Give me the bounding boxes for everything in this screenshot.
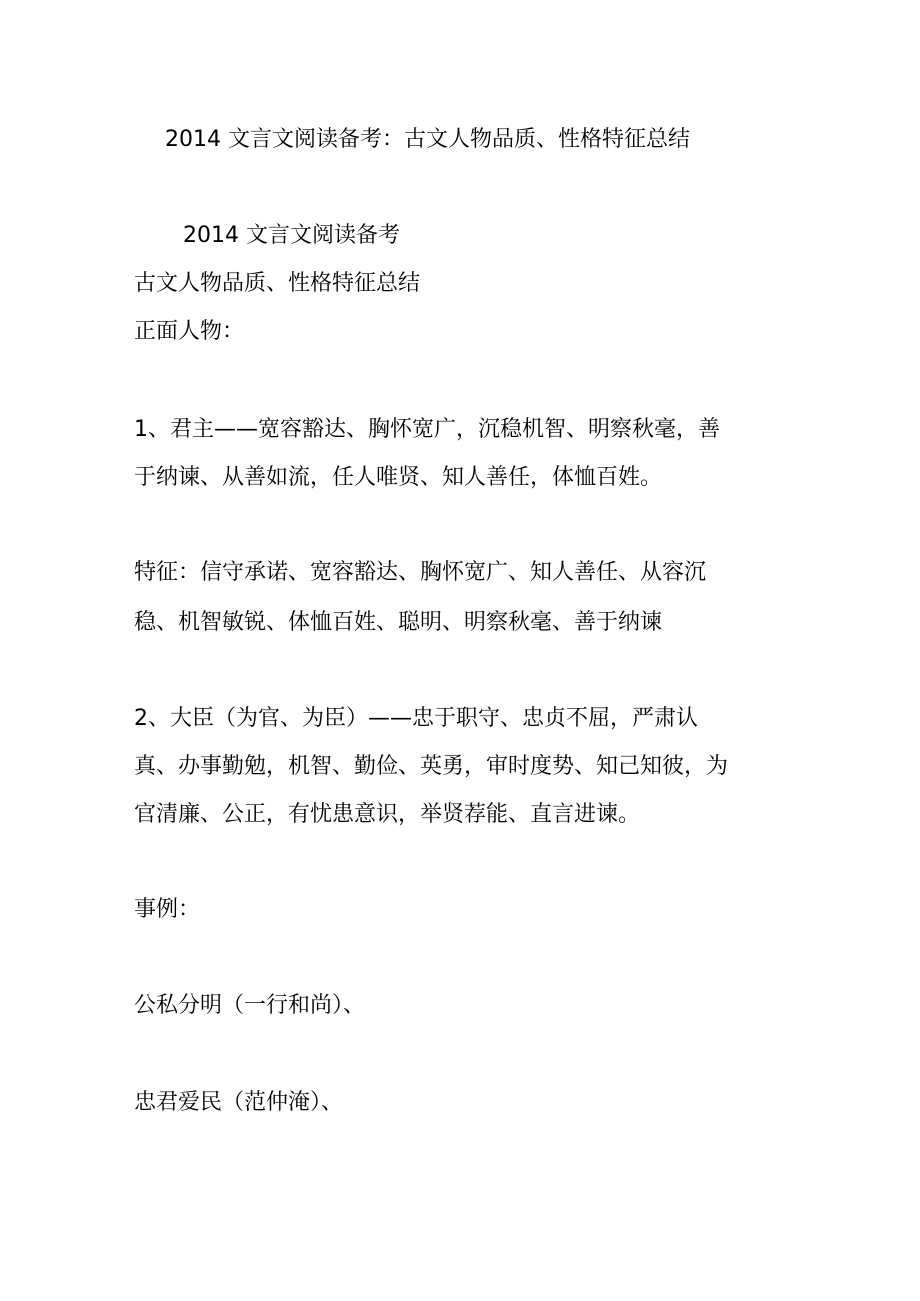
paragraph-line: 1、君主——宽容豁达、胸怀宽广，沉稳机智、明察秋毫，善 <box>134 417 720 442</box>
paragraph-line: 于纳谏、从善如流，任人唯贤、知人善任，体恤百姓。 <box>134 465 663 490</box>
paragraph-line: 2、大臣（为官、为臣）——忠于职守、忠贞不屈，严肃认 <box>134 706 698 731</box>
examples-label: 事例： <box>134 897 201 922</box>
paragraph-line: 稳、机智敏锐、体恤百姓、聪明、明察秋毫、善于纳谏 <box>134 610 663 635</box>
example-item: 忠君爱民（范仲淹）、 <box>134 1090 344 1115</box>
document-title: 2014 文言文阅读备考：古文人物品质、性格特征总结 <box>165 127 690 152</box>
section-heading: 正面人物： <box>134 319 245 344</box>
paragraph-line: 特征：信守承诺、宽容豁达、胸怀宽广、知人善任、从容沉 <box>134 560 707 585</box>
paragraph-line: 官清廉、公正，有忧患意识，举贤荐能、直言进谏。 <box>134 802 641 827</box>
subtitle-line-2: 古文人物品质、性格特征总结 <box>134 271 421 296</box>
example-item: 公私分明（一行和尚）、 <box>134 993 366 1018</box>
subtitle-line-1: 2014 文言文阅读备考 <box>183 223 400 248</box>
paragraph-line: 真、办事勤勉，机智、勤俭、英勇，审时度势、知己知彼，为 <box>134 754 729 779</box>
